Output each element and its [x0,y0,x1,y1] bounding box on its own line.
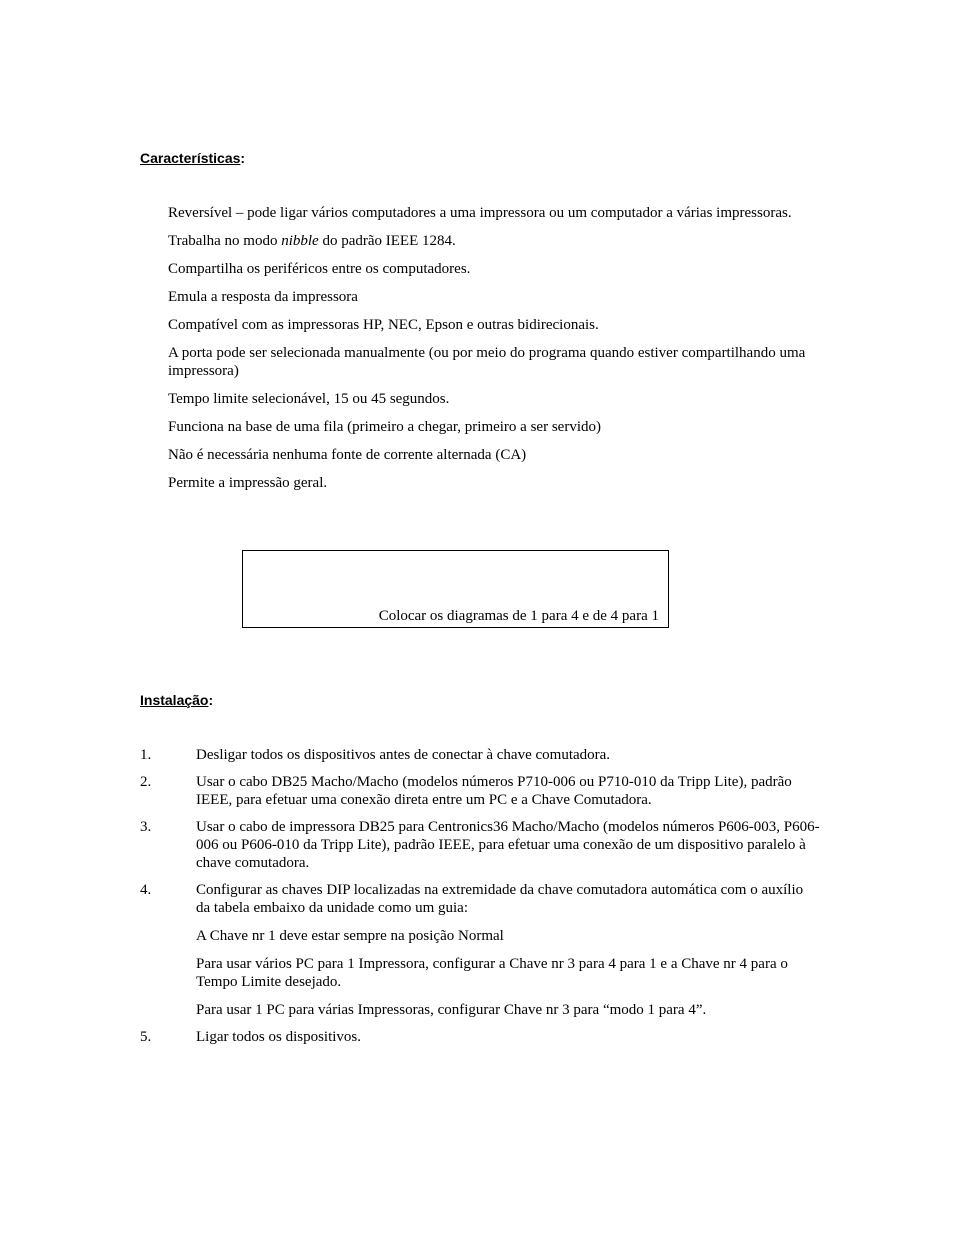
step-text: Usar o cabo de impressora DB25 para Centronics36 Macho/Macho (modelos números P606-003, P606-006 ou P606-010 da Tripp Lite), padrão IEEE, para efetuar uma conexão de um dispositivo paralelo à chave comutadora. [196,819,820,871]
installation-steps [140,746,820,1055]
step-number: 2. [140,774,152,790]
step-note: Para usar vários PC para 1 Impressora, configurar a Chave nr 3 para 4 para 1 e a Chave nr 4 para o Tempo Limite desejado. [196,956,788,990]
step-text: Desligar todos os dispositivos antes de conectar à chave comutadora. [196,747,611,763]
features-heading-colon: : [240,150,246,166]
installation-heading [140,692,213,708]
installation-step [140,881,820,1019]
feature-italic-term: nibble [281,233,319,249]
feature-item: A porta pode ser selecionada manualmente (ou por meio do programa quando estiver compartilhando uma impressora) [168,345,806,379]
step-note: A Chave nr 1 deve estar sempre na posição Normal [196,928,504,944]
feature-item: Permite a impressão geral. [168,475,328,491]
installation-step [140,818,820,872]
feature-item: Emula a resposta da impressora [168,289,358,305]
installation-step [140,746,820,764]
step-note: Para usar 1 PC para várias Impressoras, configurar Chave nr 3 para “modo 1 para 4”. [196,1002,707,1018]
feature-item [168,232,818,250]
step-text: Configurar as chaves DIP localizadas na extremidade da chave comutadora automática com o auxílio da tabela embaixo da unidade como um guia: [196,882,804,916]
feature-item: Funciona na base de uma fila (primeiro a chegar, primeiro a ser servido) [168,419,601,435]
diagram-placeholder-box [242,550,669,628]
step-number: 3. [140,819,152,835]
step-text: Ligar todos os dispositivos. [196,1029,362,1045]
feature-item: Compartilha os periféricos entre os computadores. [168,261,471,277]
installation-step [140,773,820,809]
installation-heading-text: Instalação [140,692,209,708]
feature-text: Trabalha no modo [168,233,282,249]
features-list [168,204,818,502]
step-number: 5. [140,1029,152,1045]
feature-item: Reversível – pode ligar vários computadores a uma impressora ou um computador a várias impressoras. [168,205,792,221]
step-number: 4. [140,882,152,898]
feature-item: Tempo limite selecionável, 15 ou 45 segundos. [168,391,450,407]
installation-step [140,1028,820,1046]
features-heading [140,150,245,166]
step-text: Usar o cabo DB25 Macho/Macho (modelos números P710-006 ou P710-010 da Tripp Lite), padrão IEEE, para efetuar uma conexão direta entre um PC e a Chave Comutadora. [196,774,792,808]
diagram-placeholder-caption: Colocar os diagramas de 1 para 4 e de 4 para 1 [378,608,659,624]
installation-heading-colon: : [208,692,214,708]
features-heading-text: Características [140,150,241,166]
feature-item: Compatível com as impressoras HP, NEC, Epson e outras bidirecionais. [168,317,599,333]
feature-item: Não é necessária nenhuma fonte de corrente alternada (CA) [168,447,527,463]
feature-text: do padrão IEEE 1284. [318,233,456,249]
step-number: 1. [140,747,152,763]
